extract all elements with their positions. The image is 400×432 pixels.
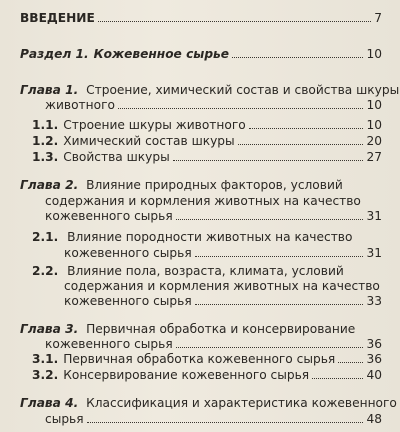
toc-entry-intro[interactable] xyxy=(20,10,382,26)
chapter-3-heading[interactable] xyxy=(20,321,355,337)
toc-entry-1-1[interactable] xyxy=(32,117,382,133)
toc-entry-2-2-cont xyxy=(64,278,380,294)
toc-entry-2-2[interactable] xyxy=(32,263,344,279)
item-number: 1.3. xyxy=(32,150,59,164)
chapter-label: Глава 1. xyxy=(20,83,79,97)
item-title: Консервирование кожевенного сырья xyxy=(63,368,310,382)
chapter-3-heading-cont[interactable] xyxy=(45,336,382,352)
page-number: 48 xyxy=(366,412,382,426)
chapter-title: Строение, химический состав и свойства шкуры xyxy=(86,83,400,97)
chapter-2-heading-cont xyxy=(45,193,361,209)
chapter-title: Влияние природных факторов, условий xyxy=(86,178,343,192)
item-title-cont: кожевенного сырья xyxy=(64,246,192,260)
leader-dots xyxy=(249,128,364,129)
chapter-2-heading[interactable] xyxy=(20,177,343,193)
leader-dots xyxy=(338,362,363,363)
leader-dots xyxy=(176,347,364,348)
item-title-cont: содержания и кормления животных на качество xyxy=(64,279,380,293)
leader-dots xyxy=(176,219,364,220)
toc-entry-1-3[interactable] xyxy=(32,149,382,165)
page-number: 36 xyxy=(366,352,382,366)
page-number: 40 xyxy=(366,368,382,382)
entry-title: ВВЕДЕНИЕ xyxy=(20,11,95,25)
page-number: 33 xyxy=(366,294,382,308)
toc-entry-3-1[interactable] xyxy=(32,351,382,367)
chapter-title-cont: кожевенного сырья xyxy=(45,337,173,351)
chapter-label: Глава 2. xyxy=(20,178,79,192)
chapter-4-heading[interactable] xyxy=(20,395,397,411)
chapter-4-heading-cont[interactable] xyxy=(45,411,382,427)
chapter-title: Классификация и характеристика кожевенного xyxy=(86,396,397,410)
page-number: 10 xyxy=(366,118,382,132)
chapter-title-cont: содержания и кормления животных на качество xyxy=(45,194,361,208)
leader-dots xyxy=(87,422,364,423)
chapter-label: Глава 4. xyxy=(20,396,79,410)
leader-dots xyxy=(312,378,363,379)
item-title: Первичная обработка кожевенного сырья xyxy=(63,352,336,366)
chapter-1-heading-cont[interactable] xyxy=(45,97,382,113)
page-number: 10 xyxy=(366,47,382,61)
chapter-title: Первичная обработка и консервирование xyxy=(86,322,356,336)
item-number: 1.2. xyxy=(32,134,59,148)
page-number: 20 xyxy=(366,134,382,148)
chapter-title-cont: сырья xyxy=(45,412,84,426)
toc-entry-2-2-cont2[interactable] xyxy=(64,293,382,309)
section-label: Раздел 1. xyxy=(20,47,89,61)
leader-dots xyxy=(195,304,364,305)
item-title: Свойства шкуры xyxy=(63,150,170,164)
item-title: Химический состав шкуры xyxy=(63,134,235,148)
item-number: 2.2. xyxy=(32,264,59,278)
item-number: 3.1. xyxy=(32,352,59,366)
item-title: Влияние породности животных на качество xyxy=(67,230,353,244)
leader-dots xyxy=(238,144,364,145)
page-number: 36 xyxy=(366,337,382,351)
leader-dots xyxy=(232,57,363,58)
leader-dots xyxy=(98,21,371,22)
page-number: 7 xyxy=(374,11,382,25)
leader-dots xyxy=(195,256,364,257)
chapter-label: Глава 3. xyxy=(20,322,79,336)
toc-entry-3-2[interactable] xyxy=(32,367,382,383)
chapter-title-cont: кожевенного сырья xyxy=(45,209,173,223)
toc-entry-2-1-cont[interactable] xyxy=(64,245,382,261)
item-title: Строение шкуры животного xyxy=(63,118,246,132)
item-title-cont: кожевенного сырья xyxy=(64,294,192,308)
page-number: 31 xyxy=(366,209,382,223)
section-title: Кожевенное сырье xyxy=(93,47,230,61)
item-number: 1.1. xyxy=(32,118,59,132)
toc-entry-2-1[interactable] xyxy=(32,229,352,245)
item-number: 3.2. xyxy=(32,368,59,382)
item-title: Влияние пола, возраста, климата, условий xyxy=(67,264,344,278)
chapter-title-cont: животного xyxy=(45,98,115,112)
item-number: 2.1. xyxy=(32,230,59,244)
leader-dots xyxy=(118,108,364,109)
chapter-1-heading[interactable] xyxy=(20,82,399,98)
leader-dots xyxy=(173,160,364,161)
chapter-2-heading-cont2[interactable] xyxy=(45,208,382,224)
page-number: 31 xyxy=(366,246,382,260)
toc-entry-1-2[interactable] xyxy=(32,133,382,149)
toc-entry-section-1[interactable] xyxy=(20,46,382,62)
page-number: 10 xyxy=(366,98,382,112)
page-number: 27 xyxy=(366,150,382,164)
